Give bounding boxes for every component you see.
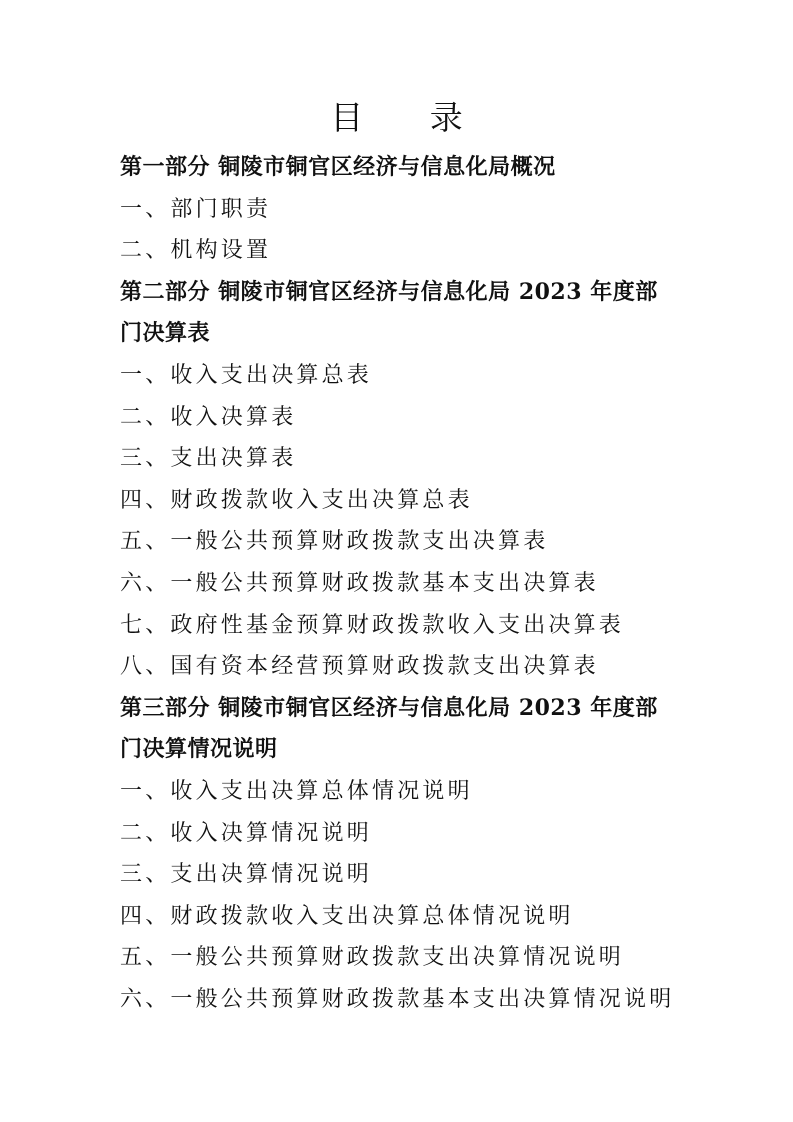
toc-item: 五、一般公共预算财政拨款支出决算表 <box>120 529 549 555</box>
toc-item: 三、支出决算表 <box>120 446 297 472</box>
toc-item: 二、机构设置 <box>120 238 272 264</box>
toc-item: 六、一般公共预算财政拨款基本支出决算情况说明 <box>120 987 675 1012</box>
toc-item: 一、收入支出决算总体情况说明 <box>120 779 473 804</box>
toc-section-heading: 第三部分 铜陵市铜官区经济与信息化局 2023 年度部 <box>120 694 658 721</box>
toc-item: 二、收入决算情况说明 <box>120 820 373 846</box>
toc-item: 一、部门职责 <box>120 196 272 222</box>
toc-section-heading: 门决算情况说明 <box>120 736 278 763</box>
toc-item: 七、政府性基金预算财政拨款收入支出决算表 <box>120 612 625 638</box>
toc-item: 四、财政拨款收入支出决算总体情况说明 <box>120 903 574 929</box>
page-title: 目 录 <box>330 98 491 137</box>
toc-section-heading: 第二部分 铜陵市铜官区经济与信息化局 2023 年度部 <box>120 278 658 305</box>
toc-item: 一、收入支出决算总表 <box>120 363 373 388</box>
toc-item: 二、收入决算表 <box>120 404 297 430</box>
toc-section-heading: 门决算表 <box>120 320 211 347</box>
toc-section-heading: 第一部分 铜陵市铜官区经济与信息化局概况 <box>120 154 556 180</box>
toc-item: 五、一般公共预算财政拨款支出决算情况说明 <box>120 945 625 971</box>
toc-item: 八、国有资本经营预算财政拨款支出决算表 <box>120 654 599 680</box>
toc-item: 三、支出决算情况说明 <box>120 862 373 888</box>
toc-item: 四、财政拨款收入支出决算总表 <box>120 487 473 513</box>
toc-item: 六、一般公共预算财政拨款基本支出决算表 <box>120 571 599 596</box>
